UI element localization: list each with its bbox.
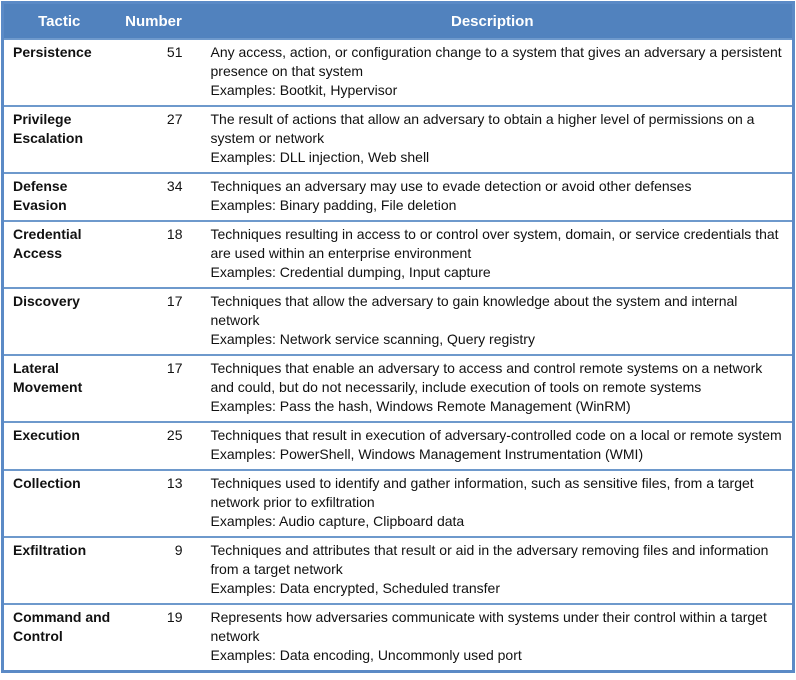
description-text: Techniques resulting in access to or control over system, domain, or service credentials that are used within an enterprise environment	[210, 226, 779, 261]
number-cell: 13	[115, 470, 193, 537]
column-header-number: Number	[115, 3, 193, 40]
table-row	[3, 604, 794, 672]
examples-text: Examples: DLL injection, Web shell	[210, 149, 430, 165]
description-text: Techniques an adversary may use to evade detection or avoid other defenses	[210, 178, 692, 194]
description-text: Techniques that allow the adversary to gain knowledge about the system and internal network	[210, 293, 738, 328]
tactic-cell: Persistence	[3, 39, 115, 106]
description-cell	[193, 604, 794, 672]
tactics-table	[1, 1, 795, 673]
description-cell	[193, 422, 794, 470]
tactic-cell: Execution	[3, 422, 115, 470]
number-cell: 19	[115, 604, 193, 672]
number-cell: 17	[115, 288, 193, 355]
description-cell	[193, 470, 794, 537]
table-row	[3, 537, 794, 604]
description-cell	[193, 288, 794, 355]
table-row	[3, 355, 794, 422]
number-cell: 34	[115, 173, 193, 221]
examples-text: Examples: Binary padding, File deletion	[210, 197, 457, 213]
tactic-cell: Collection	[3, 470, 115, 537]
column-header-tactic: Tactic	[3, 3, 115, 40]
examples-text: Examples: Data encrypted, Scheduled transfer	[210, 580, 500, 596]
description-text: Techniques used to identify and gather information, such as sensitive files, from a target network prior to exfiltration	[210, 475, 754, 510]
table-row	[3, 173, 794, 221]
description-text: The result of actions that allow an adversary to obtain a higher level of permissions on a system or network	[210, 111, 755, 146]
description-cell	[193, 173, 794, 221]
tactic-cell: Defense Evasion	[3, 173, 115, 221]
table-row	[3, 106, 794, 173]
tactic-cell: Privilege Escalation	[3, 106, 115, 173]
description-text: Represents how adversaries communicate with systems under their control within a target network	[210, 609, 767, 644]
examples-text: Examples: Network service scanning, Query registry	[210, 331, 535, 347]
table-row	[3, 470, 794, 537]
column-header-description: Description	[193, 3, 794, 40]
tactic-cell: Command and Control	[3, 604, 115, 672]
examples-text: Examples: Credential dumping, Input capture	[210, 264, 491, 280]
table-row	[3, 39, 794, 106]
examples-text: Examples: Data encoding, Uncommonly used port	[210, 647, 522, 663]
examples-text: Examples: PowerShell, Windows Management Instrumentation (WMI)	[210, 446, 644, 462]
table-row	[3, 221, 794, 288]
description-cell	[193, 221, 794, 288]
examples-text: Examples: Bootkit, Hypervisor	[210, 82, 398, 98]
header-row	[3, 3, 794, 40]
number-cell: 17	[115, 355, 193, 422]
table-row	[3, 422, 794, 470]
description-cell	[193, 39, 794, 106]
tactic-cell: Exfiltration	[3, 537, 115, 604]
number-cell: 25	[115, 422, 193, 470]
examples-text: Examples: Pass the hash, Windows Remote Management (WinRM)	[210, 398, 631, 414]
description-text: Techniques that enable an adversary to access and control remote systems on a network and could, but do not necessarily, include execution of tools on remote systems	[210, 360, 763, 395]
tactic-cell: Lateral Movement	[3, 355, 115, 422]
number-cell: 27	[115, 106, 193, 173]
tactic-cell: Discovery	[3, 288, 115, 355]
description-cell	[193, 537, 794, 604]
description-text: Any access, action, or configuration change to a system that gives an adversary a persistent presence on that system	[210, 44, 782, 79]
number-cell: 51	[115, 39, 193, 106]
description-cell	[193, 355, 794, 422]
tactic-cell: Credential Access	[3, 221, 115, 288]
number-cell: 18	[115, 221, 193, 288]
table-row	[3, 288, 794, 355]
examples-text: Examples: Audio capture, Clipboard data	[210, 513, 465, 529]
number-cell: 9	[115, 537, 193, 604]
description-cell	[193, 106, 794, 173]
table-body	[3, 39, 794, 672]
description-text: Techniques that result in execution of adversary-controlled code on a local or remote system	[210, 427, 782, 443]
description-text: Techniques and attributes that result or aid in the adversary removing files and information from a target network	[210, 542, 769, 577]
table-header	[3, 3, 794, 40]
